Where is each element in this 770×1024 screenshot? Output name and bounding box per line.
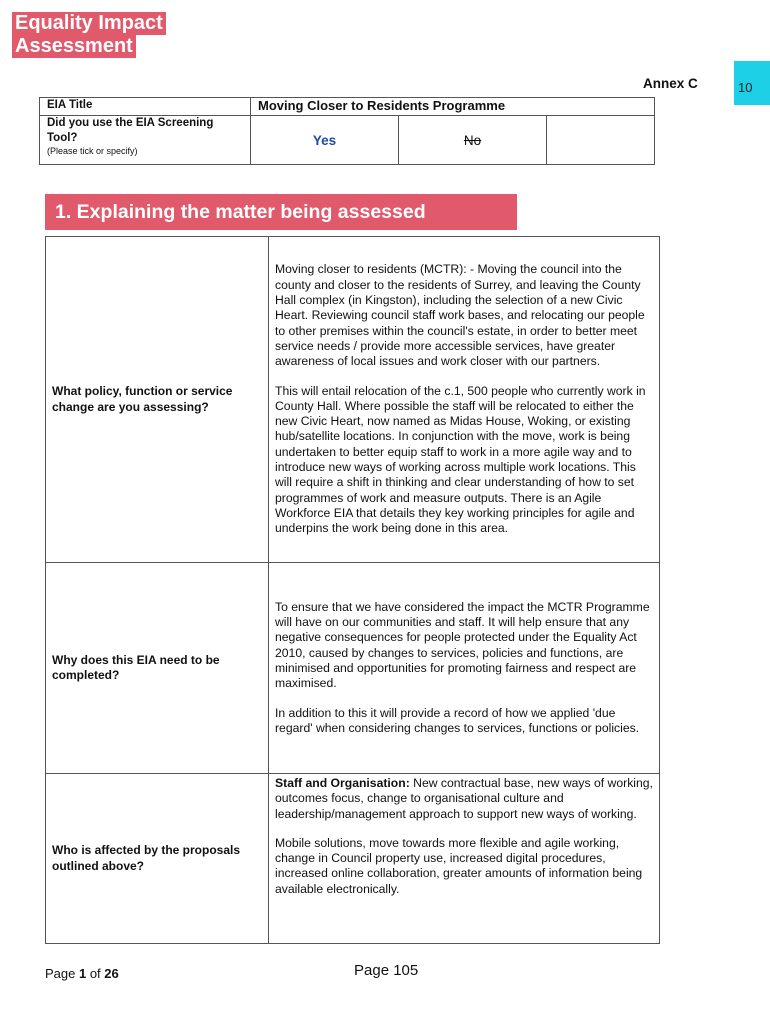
answer-cell	[269, 563, 660, 774]
answer-paragraph: To ensure that we have considered the impact the MCTR Programme will have on our communities and staff. It will help ensure that any negative consequences for people protected under the Equality Act 2010, caused by changes to services, policies and functions, are minimised and opportunities for promoting fairness and respect are maximised.	[275, 599, 650, 691]
answer-paragraph	[275, 776, 653, 822]
answer-paragraph: This will entail relocation of the c.1, 500 people who currently work in County Hall. Where possible the staff will be relocated to either the new Civic Heart, now named as Midas House, Woking, or existing hub/satellite locations. In conjunction with the move, work is being undertaken to better equip staff to work in a more agile way and to introduce new ways of working across multiple work locations. This will require a shift in thinking and clear understanding of how to set programmes of work and measure outputs. There is an Agile Workforce EIA that details they key working principles for agile and underpins the work being done in this area.	[275, 383, 646, 536]
screening-no: No	[463, 132, 482, 148]
page-tab-number: 10	[738, 80, 753, 95]
question-cell: Who is affected by the proposals outlined above?	[46, 774, 269, 944]
eia-info-table	[39, 97, 655, 165]
screening-specify-cell	[547, 116, 655, 165]
page-number-tab	[734, 61, 770, 105]
screening-no-cell	[399, 116, 547, 165]
answer-cell	[269, 774, 660, 944]
answer-cell	[269, 237, 660, 563]
page-number-center: Page 105	[354, 962, 419, 979]
table-row	[46, 563, 660, 774]
answer-paragraph: Mobile solutions, move towards more flexible and agile working, change in Council property use, increased digital procedures, increased online collaboration, greater amounts of information being available electronically.	[275, 835, 643, 896]
title-line-1: Equality Impact	[12, 12, 166, 35]
eia-title-label: EIA Title	[40, 98, 251, 116]
page-num: 1	[78, 966, 87, 981]
table-row	[46, 774, 660, 944]
section-heading: 1. Explaining the matter being assessed	[45, 194, 517, 230]
question-cell: What policy, function or service change are you assessing?	[46, 237, 269, 563]
answer-text: New contractual base, new ways of working, outcomes focus, change to organisational culture and leadership/management approach to support new ways of working.	[275, 776, 653, 821]
title-line-2: Assessment	[12, 35, 136, 58]
answer-bold-lead: Staff and Organisation:	[275, 776, 410, 790]
table-row	[46, 237, 660, 563]
answer-paragraph: Moving closer to residents (MCTR): - Moving the council into the county and closer to the residents of Surrey, and leaving the County Hall complex (in Kingston), including the selection of a new Civic Heart. Reviewing council staff work bases, and relocating our people to other premises within the council's estate, in order to better meet service needs / provide more accessible services, have greater awareness of local issues and work closer with our partners.	[275, 262, 645, 369]
annex-label: Annex C	[643, 76, 698, 91]
screening-yes-cell	[251, 116, 399, 165]
document-title	[12, 12, 166, 58]
screening-tool-note: (Please tick or specify)	[47, 146, 138, 156]
page-of: of	[86, 966, 105, 981]
page-total: 26	[104, 966, 119, 981]
page-of-footer	[45, 966, 119, 981]
screening-tool-label: Did you use the EIA Screening Tool?	[47, 117, 214, 144]
eia-title-value: Moving Closer to Residents Programme	[251, 98, 655, 116]
screening-tool-cell	[40, 116, 251, 165]
screening-yes: Yes	[312, 132, 337, 148]
assessment-table	[45, 236, 660, 944]
question-cell: Why does this EIA need to be completed?	[46, 563, 269, 774]
answer-paragraph: In addition to this it will provide a record of how we applied 'due regard' when considering changes to services, functions or policies.	[275, 705, 640, 735]
page-prefix: Page	[45, 966, 79, 981]
